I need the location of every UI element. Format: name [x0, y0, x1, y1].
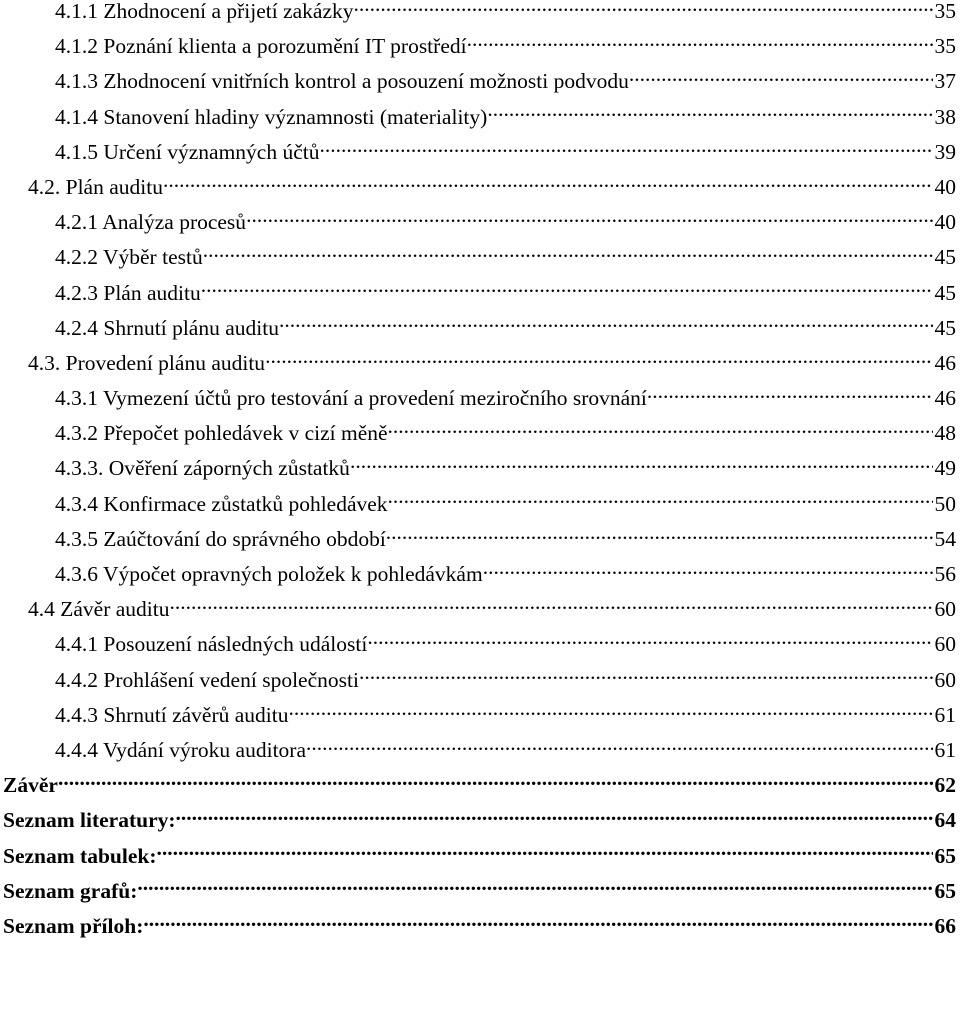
toc-dot-leader [354, 0, 933, 18]
toc-entry[interactable] [0, 346, 960, 381]
toc-entry-title: 4.2.3 Plán auditu [55, 280, 201, 305]
toc-entry-page-number: 61 [934, 737, 956, 762]
toc-entry[interactable] [0, 29, 960, 64]
toc-entry-page-number: 64 [934, 808, 956, 833]
toc-entry-page-number: 45 [934, 245, 956, 270]
toc-dot-leader [203, 243, 933, 265]
toc-entry-title: 4.4.3 Shrnutí závěrů auditu [55, 702, 289, 727]
toc-entry[interactable] [0, 522, 960, 557]
toc-entry[interactable] [0, 135, 960, 170]
toc-entry-page-number: 65 [934, 843, 956, 868]
toc-entry-page-number: 60 [934, 632, 956, 657]
toc-entry-title: 4.4.1 Posouzení následných událostí [55, 632, 368, 657]
toc-entry[interactable] [0, 592, 960, 627]
toc-dot-leader [320, 137, 933, 159]
toc-dot-leader [201, 278, 933, 300]
toc-entry[interactable] [0, 487, 960, 522]
toc-entry-page-number: 35 [934, 0, 956, 23]
toc-entry-title: 4.1.4 Stanovení hladiny významnosti (materiality) [55, 104, 488, 129]
toc-dot-leader [137, 876, 932, 898]
toc-entry-page-number: 46 [934, 386, 956, 411]
toc-entry-page-number: 45 [934, 280, 956, 305]
toc-entry[interactable] [0, 627, 960, 662]
toc-entry[interactable] [0, 698, 960, 733]
toc-entry-page-number: 65 [934, 878, 956, 903]
toc-entry-page-number: 49 [934, 456, 956, 481]
toc-dot-leader [288, 700, 932, 722]
toc-dot-leader [388, 489, 933, 511]
toc-entry-title: 4.2.4 Shrnutí plánu auditu [55, 315, 279, 340]
toc-entry[interactable] [0, 416, 960, 451]
toc-entry-page-number: 50 [934, 491, 956, 516]
toc-dot-leader [350, 454, 933, 476]
toc-entry[interactable] [0, 100, 960, 135]
toc-dot-leader [157, 841, 933, 863]
toc-dot-leader [388, 419, 933, 441]
toc-entry[interactable] [0, 170, 960, 205]
toc-entry-title: 4.3. Provedení plánu auditu [28, 350, 266, 375]
toc-entry[interactable] [0, 276, 960, 311]
toc-entry-title: Seznam tabulek: [3, 843, 157, 868]
toc-entry-title: 4.2. Plán auditu [28, 174, 163, 199]
toc-entry-title: 4.4.4 Vydání výroku auditora [55, 737, 306, 762]
toc-entry-title: 4.2.2 Výběr testů [55, 245, 203, 270]
toc-entry-page-number: 48 [934, 421, 956, 446]
toc-entry-title: Seznam grafů: [3, 878, 138, 903]
toc-entry[interactable] [0, 839, 960, 874]
toc-dot-leader [487, 102, 932, 124]
toc-dot-leader [246, 208, 932, 230]
toc-entry-page-number: 61 [934, 702, 956, 727]
toc-entry-page-number: 60 [934, 667, 956, 692]
toc-dot-leader [367, 630, 932, 652]
toc-entry-title: 4.2.1 Analýza procesů [55, 210, 247, 235]
toc-dot-leader [647, 384, 933, 406]
toc-entry-title: 4.4 Závěr auditu [28, 597, 170, 622]
toc-entry-title: 4.3.4 Konfirmace zůstatků pohledávek [55, 491, 388, 516]
toc-entry-title: 4.4.2 Prohlášení vedení společnosti [55, 667, 359, 692]
toc-dot-leader [58, 771, 933, 793]
toc-entry[interactable] [0, 451, 960, 486]
toc-dot-leader [143, 911, 932, 933]
toc-entry[interactable] [0, 909, 960, 944]
toc-entry[interactable] [0, 557, 960, 592]
toc-entry-page-number: 62 [934, 773, 956, 798]
toc-entry[interactable] [0, 0, 960, 29]
toc-dot-leader [176, 806, 933, 828]
toc-entry-page-number: 39 [934, 139, 956, 164]
toc-entry[interactable] [0, 240, 960, 275]
toc-entry[interactable] [0, 803, 960, 838]
toc-entry-title: 4.1.2 Poznání klienta a porozumění IT prostředí [55, 34, 467, 59]
toc-entry-page-number: 37 [934, 69, 956, 94]
toc-entry-title: 4.3.6 Výpočet opravných položek k pohledávkám [55, 562, 483, 586]
toc-entry-title: Seznam literatury: [3, 808, 176, 833]
toc-entry-page-number: 54 [934, 526, 956, 551]
toc-entry[interactable] [0, 205, 960, 240]
toc-entry-title: 4.3.5 Zaúčtování do správného období [55, 526, 386, 551]
toc-entry-title: Seznam příloh: [3, 913, 144, 938]
toc-entry-page-number: 40 [934, 174, 956, 199]
toc-entry-title: 4.1.5 Určení významných účtů [55, 139, 320, 164]
toc-entry-page-number: 35 [934, 34, 956, 59]
toc-entry[interactable] [0, 64, 960, 99]
toc-entry[interactable] [0, 663, 960, 698]
toc-dot-leader [306, 735, 933, 757]
toc-entry-title: 4.1.1 Zhodnocení a přijetí zakázky [55, 0, 354, 23]
toc-entry-page-number: 46 [934, 350, 956, 375]
toc-entry-title: 4.3.3. Ověření záporných zůstatků [55, 456, 350, 481]
toc-entry-page-number: 40 [934, 210, 956, 235]
toc-dot-leader [265, 348, 932, 370]
toc-entry-title: 4.3.1 Vymezení účtů pro testování a provedení meziročního srovnání [55, 386, 647, 411]
toc-entry-page-number: 45 [934, 315, 956, 340]
toc-dot-leader [359, 665, 933, 687]
toc-dot-leader [629, 67, 933, 89]
toc-entry[interactable] [0, 733, 960, 768]
toc-entry-page-number: 60 [934, 597, 956, 622]
toc-entry[interactable] [0, 311, 960, 346]
toc-entry[interactable] [0, 874, 960, 909]
toc-dot-leader [163, 172, 933, 194]
toc-dot-leader [483, 560, 933, 582]
toc-entry-title: Závěr [3, 773, 58, 798]
toc-entry-page-number: 56 [934, 562, 956, 586]
toc-entry[interactable] [0, 768, 960, 803]
toc-entry-page-number: 38 [934, 104, 956, 129]
toc-entry-title: 4.1.3 Zhodnocení vnitřních kontrol a posouzení možnosti podvodu [55, 69, 629, 94]
toc-dot-leader [467, 32, 933, 54]
toc-entry[interactable] [0, 381, 960, 416]
toc-entry-page-number: 66 [934, 913, 956, 938]
toc-dot-leader [386, 524, 933, 546]
toc-dot-leader [279, 313, 933, 335]
toc-dot-leader [170, 595, 933, 617]
toc-entry-title: 4.3.2 Přepočet pohledávek v cizí měně [55, 421, 388, 446]
